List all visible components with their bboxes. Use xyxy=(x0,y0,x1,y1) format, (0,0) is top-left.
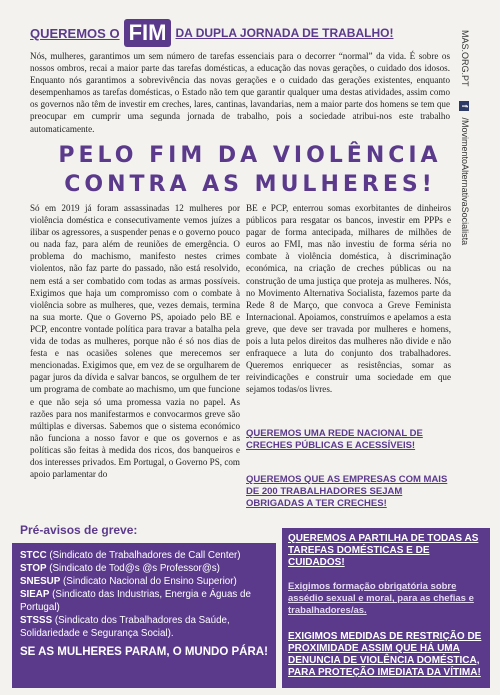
column-2-text: BE e PCP, enterrou somas exorbitantes de dinheiros públicos para resgatar os bancos, investir em PPPs e pagar de forma antecipada, milhares de milhões de euros ao FMI, mas não investiu de forma séria no combate à violência doméstica, à discriminação económica, na criação de creches públicas ou na construção de uma justiça que proteja as mulheres. Nós, no Movimento Alternativa Socialista, fazemos parte da Rede 8 de Março, que convoca a Greve Feminista Internacional. Apoiamos, construímos e apelamos a esta greve, que deve ser travada por mulheres e homens, pois a luta pelos direitos das mulheres não divide e não enfraquece a luta do conjunto dos trabalhadores. Queremos enriquecer as resistências, somar as reivindicações e construir uma sociedade em que sejamos todas/os livres. xyxy=(246,203,451,395)
headline-prefix: QUEREMOS O xyxy=(30,25,120,41)
article-column-2 xyxy=(246,202,451,396)
intro-paragraph xyxy=(30,50,450,135)
main-title-line-1: PELO FIM DA VIOLÊNCIA xyxy=(58,143,442,168)
intro-text: Nós, mulheres, garantimos um sem número de tarefas essenciais para o decorrer “normal” da vida. É sobre os nossos ombros, recai a maior parte das tarefas domésticas, a educação das novas gerações, o cuidado dos idosos. Enquanto nós garantimos a sobrevivência das novas gerações e o cuidado das gerações existentes, enquanto desempenhamos as tarefas domésticas, o Estado não tem que garantir qualquer uma destas atividades, assim como os governos não têm de investir em creches, lares, cantinas, lavandarias, nem a maior parte dos homens se tem que preocupar em cumprir uma segunda jornada de trabalho, pois a sociedade atribui-nos este trabalho automaticamente. xyxy=(30,51,450,134)
site-url[interactable]: MAS.ORG.PT xyxy=(460,30,470,87)
demand-creches-empresas: QUEREMOS QUE AS EMPRESAS COM MAIS DE 200 TRABALHADORES SEJAM OBRIGADAS A TER CRECHES! xyxy=(246,474,448,509)
strike-notice-item: STSSS (Sindicato dos Trabalhadores da Saúde, Solidariedade e Segurança Social). xyxy=(20,615,230,639)
strike-notice-item: STOP (Sindicato de Tod@s @s Professor@s) xyxy=(20,563,220,574)
demand-medidas: EXIGIMOS MEDIDAS DE RESTRIÇÃO DE PROXIMIDADE ASSIM QUE HÁ UMA DENUNCIA DE VIOLÊNCIA DOMÉSTICA, PARA PROTEÇÃO IMEDIATA DA VÍTIMA! xyxy=(288,631,482,678)
demand-partilha: QUEREMOS A PARTILHA DE TODAS AS TAREFAS DOMÉSTICAS E DE CUIDADOS! xyxy=(288,533,479,568)
strike-notices-label: Pré-avisos de greve: xyxy=(20,523,138,537)
strike-notice-item: SNESUP (Sindicato Nacional do Ensino Superior) xyxy=(20,576,237,587)
side-banner-text xyxy=(459,30,470,245)
demand-formacao: Exigimos formação obrigatória sobre assédio sexual e moral, para as chefias e trabalhadores/as. xyxy=(288,581,474,616)
headline xyxy=(30,18,393,48)
headline-fim-badge: FIM xyxy=(124,19,172,47)
strike-notice-item: STCC (Sindicato de Trabalhadores de Call Center) xyxy=(20,550,241,561)
strike-notice-item: SIEAP (Sindicato das Industrias, Energia e Águas de Portugal) xyxy=(20,589,251,613)
column-1-text: Só em 2019 já foram assassinadas 12 mulheres por violência doméstica e consecutivamente vemos juízes a ilibar os agressores, a suspender penas e o governo pouco ou nada faz, para além de reuniões de emergência. O problema do machismo, manifesto nestes crimes violentos, não faz parte do passado, não está resolvido, nem está a ser combatido com todas as armas possíveis. Exigimos que haja um compromisso com o combate à violência sobre as mulheres, que, vezes demais, termina na sua morte. Que o Governo PS, apoiado pelo BE e PCP, encontre vontade política para travar a batalha pela vida de todas as mulheres, porque não é só nos dias de festa e nas ocasiões solenes que merecemos ser mencionadas. Exigimos que, em vez de se orgulharem de pagar juros da dívida e salvar bancos, se orgulhem de ter um programa de combate ao machismo, um que funcione e que não seja só uma promessa vazia no papel. As razões para nos manifestarmos e convocarmos greve são múltiplas e diversas. Sabemos que o sistema económico não funciona a nosso favor e que os governos e as políticas são feitas à medida dos ricos, dos banqueiros e dos interesses privados. Em Portugal, o Governo PS, com apoio parlamentar do xyxy=(30,203,240,480)
headline-suffix: DA DUPLA JORNADA DE TRABALHO! xyxy=(175,26,394,40)
main-title-line-2: CONTRA AS MULHERES! xyxy=(64,172,436,197)
facebook-handle[interactable]: /MovimentoAlternativaSocialista xyxy=(460,117,470,246)
facebook-icon: f xyxy=(459,101,469,111)
demand-creches-rede: QUEREMOS UMA REDE NACIONAL DE CRECHES PÚBLICAS E ACESSÍVEIS! xyxy=(246,428,423,451)
demands-box xyxy=(282,528,490,688)
article-column-1 xyxy=(30,202,240,480)
strike-slogan: SE AS MULHERES PARAM, O MUNDO PÁRA! xyxy=(20,646,268,658)
strike-notices-box xyxy=(12,543,276,688)
